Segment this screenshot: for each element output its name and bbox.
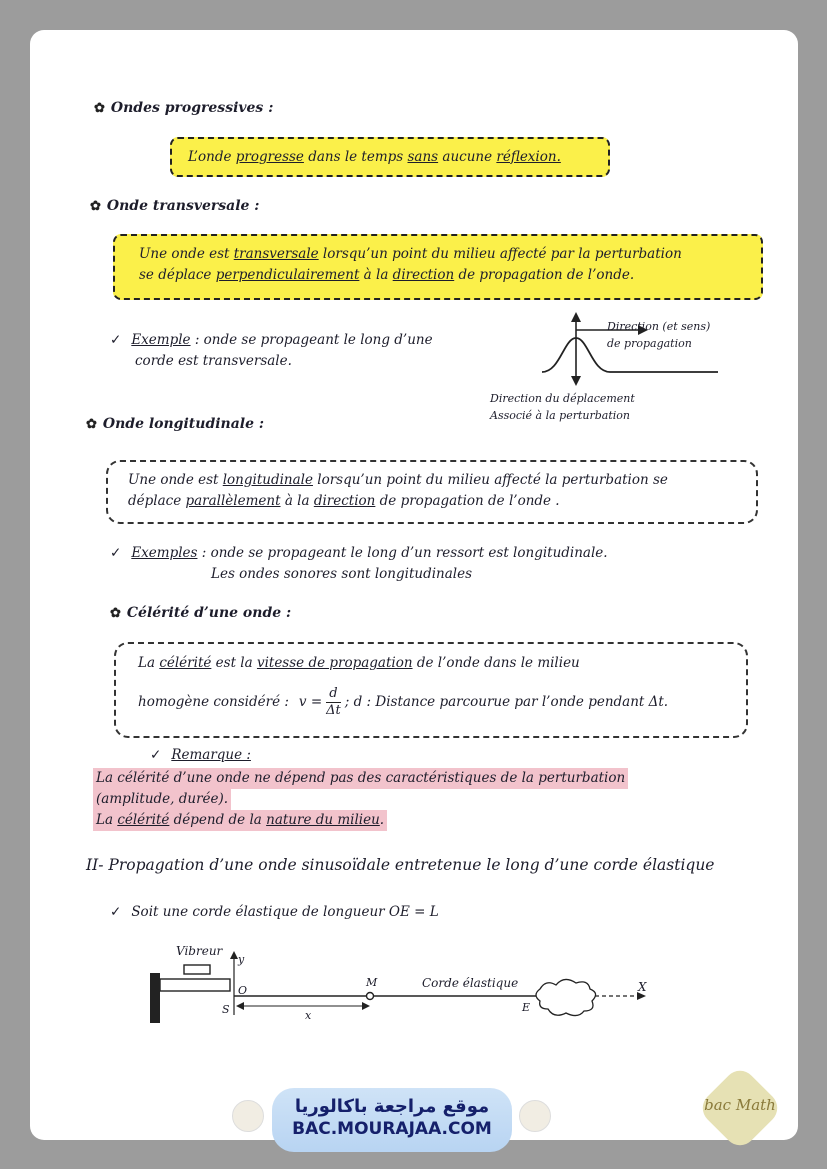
heading-text: Ondes progressives : (110, 100, 274, 116)
flower-bullet-icon: ✿ (90, 198, 101, 214)
definition-box-celerite (114, 642, 748, 738)
heading-text: Célérité d’une onde : (126, 605, 292, 621)
vibreur-head (184, 965, 210, 974)
remark-box (93, 768, 713, 831)
propagation-label: Direction (et sens) de propagation (607, 320, 711, 350)
cloud-icon (536, 979, 596, 1015)
footer-banner[interactable] (272, 1088, 512, 1152)
remark-line-1: La célérité d’une onde ne dépend pas des caractéristiques de la perturbation (93, 768, 628, 789)
remark-line-3: La célérité dépend de la nature du milieu. (93, 810, 387, 831)
def-line-1: La célérité est la vitesse de propagation de l’onde dans le milieu (138, 655, 580, 671)
o-label: O (238, 984, 248, 997)
remark-label: ✓ Remarque : (150, 747, 251, 763)
x-distance-label: x (305, 1009, 312, 1022)
arrow-up-icon (571, 312, 581, 322)
corde-label: Corde élastique (422, 976, 519, 990)
check-icon: ✓ (110, 332, 122, 348)
vibreur-label: Vibreur (176, 944, 223, 958)
footer-url[interactable]: BAC.MOURAJAA.COM (292, 1119, 492, 1139)
e-label: E (522, 1001, 531, 1014)
section-2-bullet: ✓ Soit une corde élastique de longueur OE = L (110, 904, 439, 920)
distance-left-arrow-icon (236, 1002, 244, 1010)
formula-fraction: $\frac{d}{\Delta t}$ (326, 686, 341, 718)
heading-text: Onde transversale : (106, 198, 260, 214)
heading-onde-transversale (90, 198, 259, 214)
def-line-2: déplace parallèlement à la direction de propagation de l’onde . (128, 493, 560, 509)
formula-v: v = (298, 694, 323, 710)
def-line-2: homogène considéré : v = $\frac{d}{\Delta t}$ ; d : Distance parcourue par l’onde pendant Δt. (138, 686, 669, 718)
wall (150, 973, 160, 1023)
arrow-down-icon (571, 376, 581, 386)
flower-bullet-icon: ✿ (110, 605, 121, 621)
flower-bullet-icon: ✿ (94, 100, 105, 116)
site-logo-left (232, 1100, 264, 1132)
vibreur-base (160, 979, 230, 991)
x-axis-label: X (638, 980, 647, 994)
remark-line-2: (amplitude, durée). (93, 789, 231, 810)
check-icon: ✓ (150, 747, 162, 763)
definition-box-progressive (170, 137, 610, 177)
flower-bullet-icon: ✿ (86, 416, 97, 432)
s-label: S (222, 1003, 230, 1016)
example-longitudinale: ✓ Exemples : onde se propageant le long d’un ressort est longitudinale. Les ondes sonores sont longitudinales (110, 545, 608, 582)
check-icon: ✓ (110, 545, 122, 561)
def-text: L’onde progresse dans le temps sans aucune réflexion. (188, 148, 561, 165)
heading-celerite (110, 605, 291, 621)
def-line-1: Une onde est transversale lorsqu’un point du milieu affecté par la perturbation (139, 246, 682, 262)
distance-right-arrow-icon (362, 1002, 370, 1010)
y-label: y (238, 953, 245, 966)
definition-box-transversale (113, 234, 763, 300)
section-2-title: II- Propagation d’une onde sinusoïdale entretenue le long d’une corde élastique (86, 856, 715, 874)
heading-onde-longitudinale (86, 416, 264, 432)
def-line-2: se déplace perpendiculairement à la direction de propagation de l’onde. (139, 267, 635, 283)
m-label: M (366, 976, 378, 989)
point-m (367, 993, 374, 1000)
heading-ondes-progressives (94, 100, 273, 116)
example-transversale: ✓ Exemple : onde se propageant le long d’une corde est transversale. (110, 332, 433, 369)
site-logo-right (519, 1100, 551, 1132)
heading-text: Onde longitudinale : (102, 416, 265, 432)
bacmath-logo-text: bac Math (704, 1096, 776, 1114)
def-line-1: Une onde est longitudinale lorsqu’un point du milieu affecté la perturbation se (128, 472, 668, 488)
footer-arabic: موقع مراجعة باكالوريا (294, 1096, 490, 1117)
displacement-label: Direction du déplacement Associé à la perturbation (490, 392, 635, 422)
y-arrow-icon (230, 951, 238, 959)
definition-box-longitudinale (106, 460, 758, 524)
check-icon: ✓ (110, 904, 122, 920)
